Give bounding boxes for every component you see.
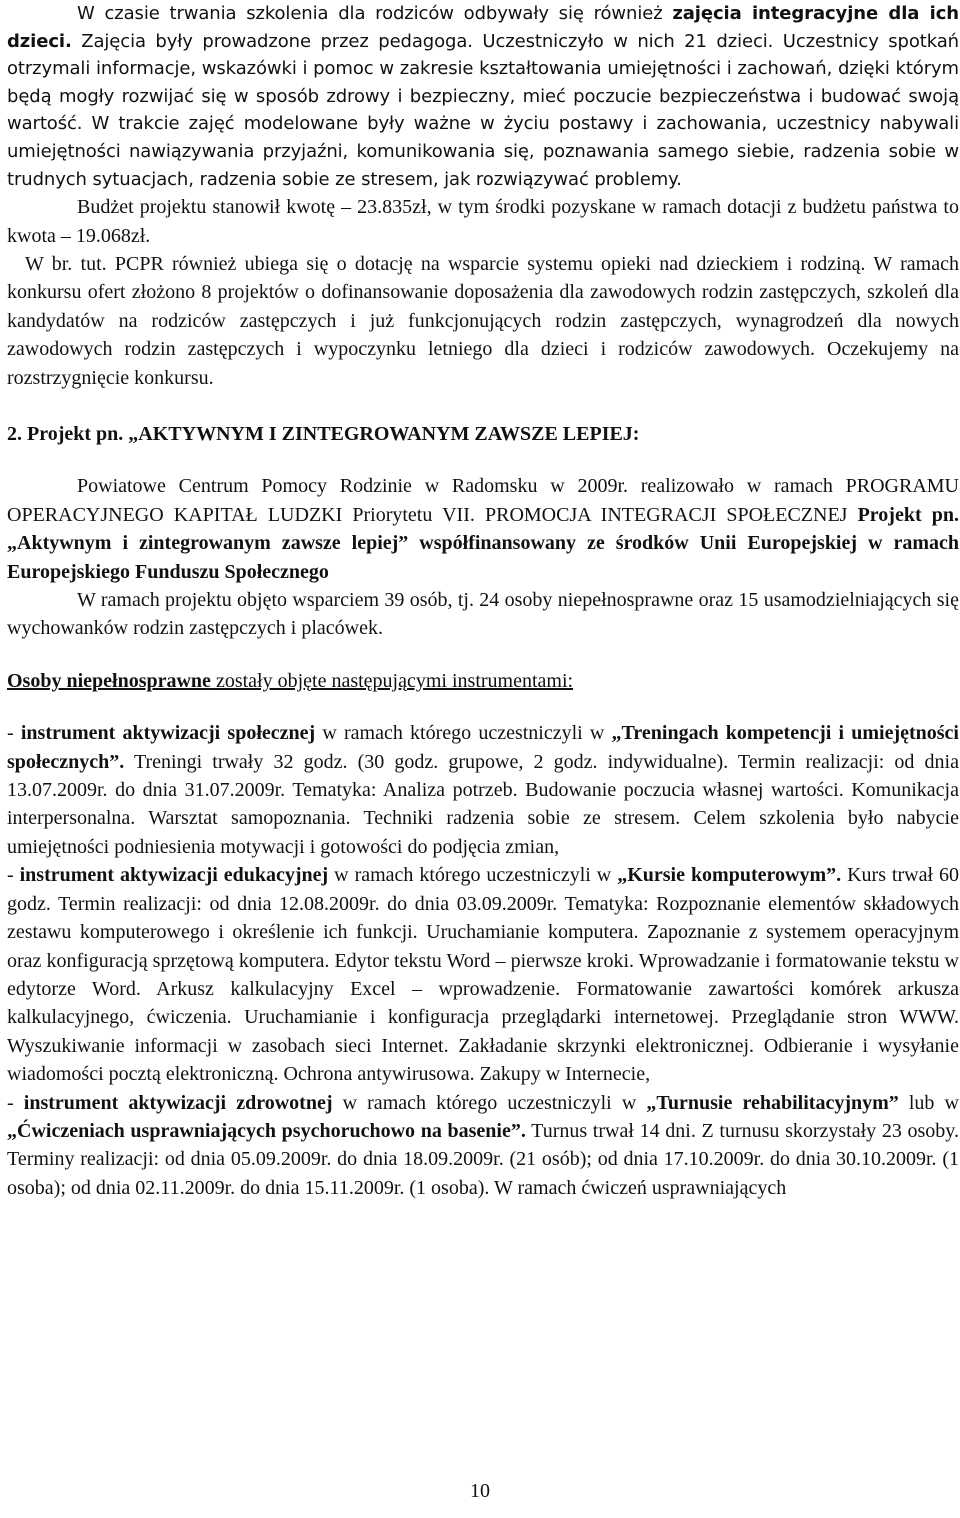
bold-run: Projekt pn. „Aktywnym i zintegrowanym zawsze lepiej” współfinansowany ze środków Unii Europejskiej w ramach Europejskiego Funduszu Społecznego <box>7 503 959 583</box>
page-number: 10 <box>470 1480 490 1502</box>
paragraph-pcpr: W br. tut. PCPR również ubiega się o dotację na wsparcie systemu opieki nad dzieckiem i rodziną. W ramach konkursu ofert złożono 8 projektów o dofinansowanie doposażenia dla zawodowych rodzin zastępczych, szkoleń dla kandydatów na rodziców zastępczych i już funkcjonujących rodzin zastępczych, wynagrodzeń dla nowych zawodowych rodzin zastępczych i wypoczynku letniego dla dzieci i rodziców zawodowych. Oczekujemy na rozstrzygnięcie konkursu. <box>7 252 959 389</box>
section-heading: 2. Projekt pn. „AKTYWNYM I ZINTEGROWANYM ZAWSZE LEPIEJ: <box>7 423 640 445</box>
bold-run: „Ćwiczeniach usprawniających psychoruchowo na basenie”. <box>7 1119 526 1142</box>
text-run: w ramach którego uczestniczyli w <box>332 1091 647 1114</box>
bold-run: „Treningach kompetencji i umiejętności społecznych”. <box>7 722 959 773</box>
paragraph-budget: Budżet projektu stanowił kwotę – 23.835zł, w tym środki pozyskane w ramach dotacji z budżetu państwa to kwota – 19.068zł. <box>7 196 959 247</box>
paragraph-instrument-social <box>7 719 959 861</box>
paragraph-instrument-health <box>7 1089 959 1203</box>
text-run: - <box>7 1091 24 1114</box>
bold-run: instrument aktywizacji zdrowotnej <box>23 1091 333 1114</box>
text-run: - <box>7 864 20 887</box>
document-page <box>7 0 959 1202</box>
bold-run: instrument aktywizacji społecznej <box>20 722 316 745</box>
text-run: Turnus trwał 14 dni. Z turnusu skorzystały 23 osoby. Terminy realizacji: od dnia 05.09.2009r. do dnia 18.09.2009r. (21 osób); od dnia 17.10.2009r. do dnia 30.10.2009r. (1 osoba); od dnia 02.11.2009r. do dnia 15.11.2009r. (1 osoba). W ramach ćwiczeń usprawniających <box>7 1119 960 1199</box>
bold-run: „Turnusie rehabilitacyjnym” <box>646 1091 899 1114</box>
text-run: zostały objęte następującymi instrumentami: <box>210 669 574 692</box>
bold-run: instrument aktywizacji edukacyjnej <box>19 864 329 887</box>
bold-run: zajęcia integracyjne dla ich dzieci. <box>7 3 959 52</box>
paragraph-support: W ramach projektu objęto wsparciem 39 osób, tj. 24 osoby niepełnosprawne oraz 15 usamodzielniających się wychowanków rodzin zastępczych i placówek. <box>7 589 959 640</box>
text-run: w ramach którego uczestniczyli w <box>315 722 612 745</box>
paragraph-instrument-education <box>7 861 959 1088</box>
bold-run: „Kursie komputerowym”. <box>617 864 842 887</box>
underlined-run <box>7 670 573 692</box>
text-run: lub w <box>898 1091 959 1114</box>
text-run: W czasie trwania szkolenia dla rodziców odbywały się również <box>77 3 673 24</box>
bold-run: Osoby niepełnosprawne <box>7 669 211 692</box>
spacer <box>7 643 959 667</box>
text-run: Zajęcia były prowadzone przez pedagoga. Uczestniczyło w nich 21 dzieci. Uczestnicy spotkań otrzymali informacje, wskazówki i pomoc w zakresie kształtowania umiejętności i zachowań, dzięki którym będą mogły rozwijać się w sposób zdrowy i bezpieczny, mieć poczucie bezpieczeństwa i budować swoją wartość. W trakcie zajęć modelowane były ważne w życiu postawy i zachowania, uczestnicy nabywali umiejętności nawiązywania przyjaźni, komunikowania się, poznawania samego siebie, radzenia sobie w trudnych sytuacjach, radzenia sobie ze stresem, jak rozwiązywać problemy. <box>7 30 959 190</box>
text-run: w ramach którego uczestniczyli w <box>328 864 618 887</box>
spacer <box>7 448 959 472</box>
paragraph-integration-classes <box>7 0 959 193</box>
text-run: - <box>7 722 21 745</box>
paragraph-instruments-intro <box>7 667 959 695</box>
text-run: Powiatowe Centrum Pomocy Rodzinie w Radomsku w 2009r. realizowało w ramach PROGRAMU OPERACYJNEGO KAPITAŁ LUDZKI Priorytetu VII. PROMOCJA INTEGRACJI SPOŁECZNEJ <box>7 475 959 526</box>
spacer <box>7 392 959 420</box>
text-run: Kurs trwał 60 godz. Termin realizacji: od dnia 12.08.2009r. do dnia 03.09.2009r. Tematyka: Rozpoznanie elementów składowych zestawu komputerowego i określenie ich funkcji. Uruchamianie komputera. Zapoznanie z systemem operacyjnym oraz konfiguracją sprzętową komputera. Edytor tekstu Word – pierwsze kroki. Wprowadzanie i formatowanie tekstu w edytorze Word. Arkusz kalkulacyjny Excel – wprowadzenie. Formatowanie zawartości komórek arkusza kalkulacyjnego, ćwiczenia. Uruchamianie i konfiguracja przeglądarki internetowej. Przeglądanie stron WWW. Wyszukiwanie informacji w zasobach sieci Internet. Zakładanie skrzynki elektronicznej. Odbieranie i wysyłanie wiadomości pocztą elektroniczną. Ochrona antywirusowa. Zakupy w Internecie, <box>7 864 959 1086</box>
spacer <box>7 695 959 719</box>
text-run: Treningi trwały 32 godz. (30 godz. grupowe, 2 godz. indywidualne). Termin realizacji: od dnia 13.07.2009r. do dnia 31.07.2009r. Tematyka: Analiza potrzeb. Budowanie poczucia własnej wartości. Komunikacja interpersonalna. Warsztat samopoznania. Techniki radzenia sobie ze stresem. Celem szkolenia było nabycie umiejętności podniesienia motywacji i gotowości do podjęcia zmian, <box>7 750 959 858</box>
paragraph-project-intro <box>7 472 959 586</box>
